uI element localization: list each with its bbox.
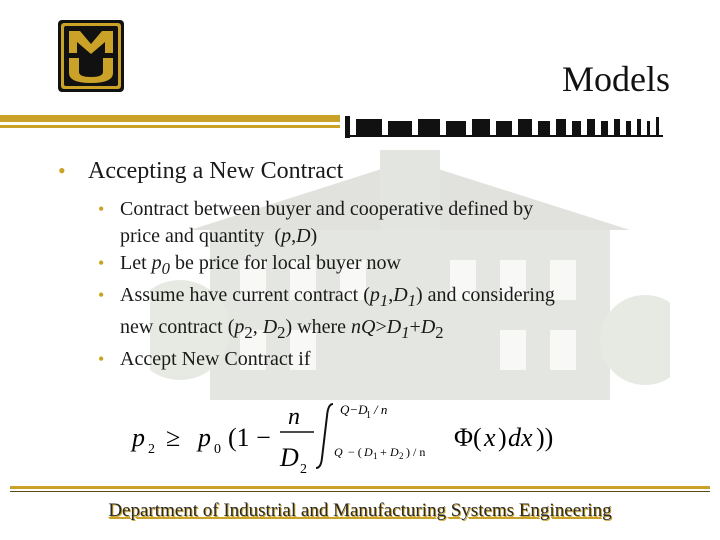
main-bullet [56,156,696,186]
footer-department: Department of Industrial and Manufacturing Systems Engineering [108,500,612,521]
svg-text:Q−D: Q−D [340,402,368,417]
svg-text:Q: Q [334,445,343,459]
svg-text:): ) [498,423,507,452]
svg-text:+: + [380,445,387,459]
svg-text:≥: ≥ [166,423,181,452]
sub-bullet-1 [56,196,696,250]
acceptance-formula [128,396,588,476]
svg-text:n: n [288,404,300,430]
svg-text:D: D [280,443,299,472]
sub-bullet-4-line1: Accept New Contract if [120,348,311,370]
sub-bullet-3-line2: new contract ($p_2$, $D_2$) where $nQ>D_1+D_2$ [120,316,444,342]
slide-title: Models [562,59,670,99]
svg-text:(1 −: (1 − [228,423,271,452]
svg-text:− (: − ( [348,445,362,459]
svg-text:1: 1 [366,410,371,421]
sub-bullet-2-line1: Let $p_0$ be price for local buyer now [120,252,401,278]
title-decorative-bar [0,113,665,139]
bullet-icon: • [98,253,105,273]
bullet-list [56,156,696,373]
svg-text:2: 2 [148,442,155,457]
svg-text:p: p [132,423,145,452]
sub-bullet-2 [56,250,696,282]
svg-text:dx: dx [508,423,533,452]
svg-text:/ n: / n [374,402,388,417]
sub-bullet-3-line1: Assume have current contract $(p_1,D_1)$ and considering [120,284,555,310]
sub-bullet-1-line1: Contract between buyer and cooperative defined by [120,198,534,220]
bullet-icon: • [98,349,105,369]
svg-text:Φ(: Φ( [454,423,482,452]
bullet-icon: • [98,285,105,305]
svg-text:1: 1 [373,451,378,461]
bullet-icon: • [58,158,66,183]
sub-bullet-1-line2: price and quantity (p,D) [120,225,318,247]
svg-text:D: D [390,445,399,459]
bullet-icon: • [98,199,105,219]
main-bullet-text: Accepting a New Contract [88,158,344,184]
svg-text:x: x [484,423,496,452]
svg-text:)): )) [536,423,554,452]
footer-rule-gold [10,486,710,489]
footer-rule-dark [10,491,710,492]
svg-text:p: p [198,423,211,452]
svg-text:2: 2 [300,462,307,476]
sub-bullet-3 [56,282,696,346]
mu-logo [58,20,124,92]
svg-text:D: D [364,445,373,459]
svg-text:) / n: ) / n [406,445,426,459]
svg-text:0: 0 [214,442,221,457]
svg-text:2: 2 [399,451,404,461]
sub-bullet-4 [56,346,696,373]
